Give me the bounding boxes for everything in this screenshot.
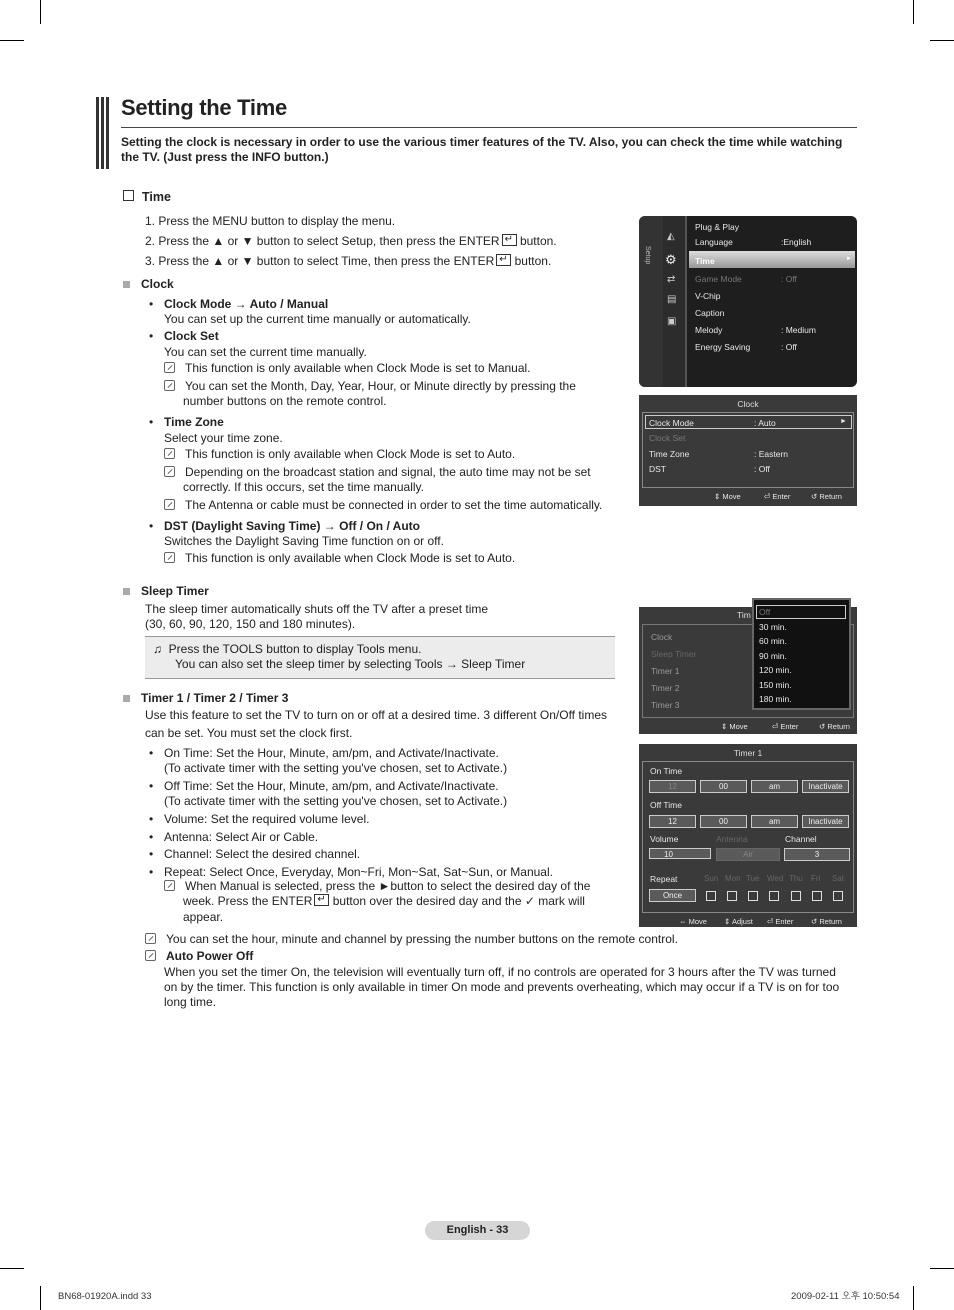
tools-note: ♫ Press the TOOLS button to display Tools menu. [153,642,422,656]
repeat-field[interactable]: Once [649,889,696,902]
bullet-icon: • [149,415,154,429]
note: Depending on the broadcast station and signal, the auto time may not be set [164,465,591,480]
note: You can set the Month, Day, Year, Hour, or Minute directly by pressing the [164,379,576,394]
osd-hint: ⏎ Enter [767,917,794,926]
bullet-icon: • [149,519,154,533]
crop-mark [913,0,914,24]
note-icon [164,448,175,459]
arrow-right-icon: ► [840,418,847,425]
volume-label: Volume [650,834,679,844]
crop-mark [40,1286,41,1310]
note-icon [164,362,175,373]
step-2: 2. Press the ▲ or ▼ button to select Setup, then press the ENTER↵ button. [145,234,557,249]
osd-divider [685,216,687,387]
osd-hint: ⇕ Adjust [724,917,753,926]
return-icon: ↺ [811,492,818,501]
bullet-icon: • [149,779,154,793]
osd-item[interactable]: Timer 2 [651,683,680,693]
off-time-desc: (To activate timer with the setting you've chosen, set to Activate.) [164,794,508,808]
move-icon: ⇕ [714,492,721,501]
auto-power-off-desc: long time. [164,995,217,1009]
return-icon: ↺ [819,722,826,731]
note: You can set the hour, minute and channel by pressing the number buttons on the remote control. [145,932,678,947]
day-checkbox[interactable] [833,891,843,901]
checkbox-icon [123,190,134,201]
day-label: Sat [832,874,845,883]
osd-hint: ⇕ Move [721,722,748,731]
clock-set-desc: You can set the current time manually. [164,345,367,359]
enter-icon [496,254,511,266]
osd-item[interactable]: Language [695,237,733,247]
osd-item[interactable]: Timer 3 [651,700,680,710]
osd-item-selected[interactable]: Time [695,256,715,266]
on-time-desc: On Time: Set the Hour, Minute, am/pm, and Activate/Inactivate. [164,746,499,760]
day-checkbox[interactable] [727,891,737,901]
day-checkbox[interactable] [812,891,822,901]
intro-text: Setting the clock is necessary in order to use the various timer features of the TV. Also, you can check the time while watching the TV. (Just press the INFO button.) [121,135,843,164]
dropdown-option[interactable]: 30 min. [759,622,787,632]
day-label: Tue [746,874,760,883]
timer-desc: can be set. You must set the clock first. [145,726,353,740]
osd-value: : Off [754,464,770,474]
note-icon [145,950,156,961]
enter-icon [314,894,329,906]
file-name: BN68-01920A.indd 33 [58,1291,152,1302]
bullet-icon: • [149,865,154,879]
crop-mark [40,0,41,24]
antenna-field[interactable]: Air [716,848,780,861]
tools-note: You can also set the sleep timer by selecting Tools → Sleep Timer [175,657,526,671]
bullet-icon: • [149,812,154,826]
sleep-heading: Sleep Timer [123,584,209,599]
osd-setup-menu [639,216,857,387]
enter-icon: ⏎ [772,722,779,731]
dropdown-option[interactable]: 120 min. [759,665,792,675]
note: This function is only available when Clock Mode is set to Auto. [164,551,515,566]
enter-icon [502,234,517,246]
crop-mark [930,40,954,41]
note: The Antenna or cable must be connected in order to set the time automatically. [164,498,602,513]
dropdown-option[interactable]: 60 min. [759,636,787,646]
clock-mode: Clock Mode → Auto / Manual [164,297,329,311]
osd-hint: ⏎ Enter [772,722,799,731]
bullet-icon: • [149,746,154,760]
osd-hint: ↺ Return [811,492,842,501]
osd-item[interactable]: Game Mode [695,274,742,284]
osd-item[interactable]: V-Chip [695,291,721,301]
day-checkbox[interactable] [791,891,801,901]
sleep-dropdown[interactable] [752,598,851,710]
note-icon [164,466,175,477]
bullet-icon: • [149,329,154,343]
day-label: Fri [811,874,821,883]
off-minute-field[interactable]: 00 [700,815,747,828]
note: When Manual is selected, press the ►button to select the desired day of the [164,879,590,894]
osd-item[interactable]: Clock Mode [649,418,694,428]
print-date: 2009-02-11 오후 10:50:54 [791,1291,900,1302]
osd-hint: ⏎ Enter [764,492,791,501]
off-ampm-field[interactable]: am [751,815,798,828]
gear-icon: ⚙ [665,252,677,267]
note-cont: number buttons on the remote control. [183,394,387,408]
auto-power-off-desc: When you set the timer On, the television will eventually turn off, if no controls are operated for 3 hours after the TV was turned [164,965,836,979]
time-zone-desc: Select your time zone. [164,431,283,445]
page-number: English - 33 [425,1221,530,1240]
osd-hint: ⇕ Move [714,492,741,501]
enter-icon: ⏎ [764,492,771,501]
note-icon [145,933,156,944]
osd-item[interactable]: Caption [695,308,725,318]
sleep-desc: (30, 60, 90, 120, 150 and 180 minutes). [145,617,356,631]
osd-hint: ↺ Return [811,917,842,926]
on-minute-field[interactable]: 00 [700,780,747,793]
time-zone: Time Zone [164,415,224,429]
repeat-label: Repeat [650,874,678,884]
dropdown-option[interactable]: Off [759,607,771,617]
support-icon: ▣ [667,316,677,327]
step-1: 1. Press the MENU button to display the menu. [145,214,396,228]
note: This function is only available when Clock Mode is set to Manual. [164,361,531,376]
osd-clock-menu [639,395,857,506]
crop-mark [0,40,24,41]
section-time: Time [123,190,171,205]
note-icon [164,880,175,891]
clock-mode-desc: You can set up the current time manually or automatically. [164,312,471,326]
channel-label: Channel [785,834,817,844]
day-checkbox[interactable] [769,891,779,901]
auto-power-off-desc: on by the timer. This function is only available in timer On mode and prevents overheating, which may occur if a TV is on for too [164,980,840,994]
bullet-icon: • [149,297,154,311]
note: Auto Power Off [145,949,253,964]
osd-title: Tim [737,610,751,620]
timer-desc: Use this feature to set the TV to turn on or off at a desired time. 3 different On/Off times [145,708,608,722]
osd-item[interactable]: DST [649,464,666,474]
osd-value: : Medium [781,325,816,335]
antenna-label: Antenna [716,834,748,844]
dst: DST (Daylight Saving Time) → Off / On / Auto [164,519,421,533]
crop-mark [913,1286,914,1310]
osd-value: : Off [781,342,797,352]
on-time-desc: (To activate timer with the setting you've chosen, set to Activate.) [164,761,508,775]
square-bullet-icon [123,695,130,702]
dropdown-option[interactable]: 180 min. [759,694,792,704]
on-activate-field[interactable]: Inactivate [802,780,849,793]
square-bullet-icon [123,281,130,288]
move-icon: ⇔ [679,917,687,926]
clock-heading: Clock [123,277,174,292]
note-cont: week. Press the ENTER↵ button over the desired day and the ✓ mark will [183,894,585,909]
osd-item[interactable]: Timer 1 [651,666,680,676]
on-hour-field[interactable]: 12 [649,780,696,793]
osd-hint: ⇔ Move [679,917,707,926]
osd-title: Timer 1 [733,748,763,758]
off-time-desc: Off Time: Set the Hour, Minute, am/pm, and Activate/Inactivate. [164,779,499,793]
osd-item[interactable]: Melody [695,325,723,335]
dropdown-option[interactable]: 90 min. [759,651,787,661]
dropdown-option[interactable]: 150 min. [759,680,792,690]
return-icon: ↺ [811,917,818,926]
osd-item[interactable]: Time Zone [649,449,690,459]
day-label: Thu [789,874,803,883]
note-icon [164,499,175,510]
note-icon [164,380,175,391]
osd-item[interactable]: Plug & Play [695,222,739,232]
on-time-label: On Time [650,766,683,776]
on-ampm-field[interactable]: am [751,780,798,793]
channel-icon: ▤ [667,294,677,305]
move-icon: ⇕ [721,722,728,731]
timer-heading: Timer 1 / Timer 2 / Timer 3 [123,691,288,706]
picture-icon: ◭ [667,231,675,242]
day-label: Sun [704,874,719,883]
osd-side-label: Setup [644,246,651,265]
note-cont: appear. [183,910,224,924]
day-label: Mon [725,874,741,883]
off-hour-field[interactable]: 12 [649,815,696,828]
day-checkbox[interactable] [748,891,758,901]
page-title: Setting the Time [121,95,287,120]
osd-item[interactable]: Clock Set [649,433,686,443]
osd-item[interactable]: Energy Saving [695,342,751,352]
osd-value: : Off [781,274,797,284]
volume-desc: Volume: Set the required volume level. [164,812,370,826]
off-time-label: Off Time [650,800,682,810]
bullet-icon: • [149,847,154,861]
input-icon: ⇄ [667,274,676,285]
tools-icon: ♫ [153,642,162,656]
osd-side-strip [639,216,663,387]
arrow-right-icon: ► [846,256,852,262]
dst-desc: Switches the Daylight Saving Time function on or off. [164,534,444,548]
osd-item[interactable]: Sleep Timer [651,649,697,659]
osd-value: : Eastern [754,449,789,459]
crop-mark [0,1268,24,1269]
antenna-desc: Antenna: Select Air or Cable. [164,830,319,844]
enter-icon: ⏎ [767,917,774,926]
osd-value: : Auto [754,418,776,428]
off-activate-field[interactable]: Inactivate [802,815,849,828]
osd-hint: ↺ Return [819,722,850,731]
volume-field[interactable]: 10 [649,848,711,859]
channel-field[interactable]: 3 [784,848,850,861]
note-icon [164,552,175,563]
channel-desc: Channel: Select the desired channel. [164,847,361,861]
sleep-desc: The sleep timer automatically shuts off the TV after a preset time [145,602,489,616]
clock-set: Clock Set [164,329,219,343]
square-bullet-icon [123,588,130,595]
adjust-icon: ⇕ [724,917,731,926]
osd-item[interactable]: Clock [651,632,673,642]
repeat-desc: Repeat: Select Once, Everyday, Mon~Fri, Mon~Sat, Sat~Sun, or Manual. [164,865,553,879]
bullet-icon: • [149,830,154,844]
crop-mark [930,1268,954,1269]
note-cont: correctly. If this occurs, set the time manually. [183,480,424,494]
step-3: 3. Press the ▲ or ▼ button to select Time, then press the ENTER↵ button. [145,254,551,269]
osd-value: :English [781,237,812,247]
title-rule [121,127,857,128]
day-label: Wed [767,874,784,883]
day-checkbox[interactable] [706,891,716,901]
note: This function is only available when Clock Mode is set to Auto. [164,447,515,462]
osd-title: Clock [737,399,759,409]
